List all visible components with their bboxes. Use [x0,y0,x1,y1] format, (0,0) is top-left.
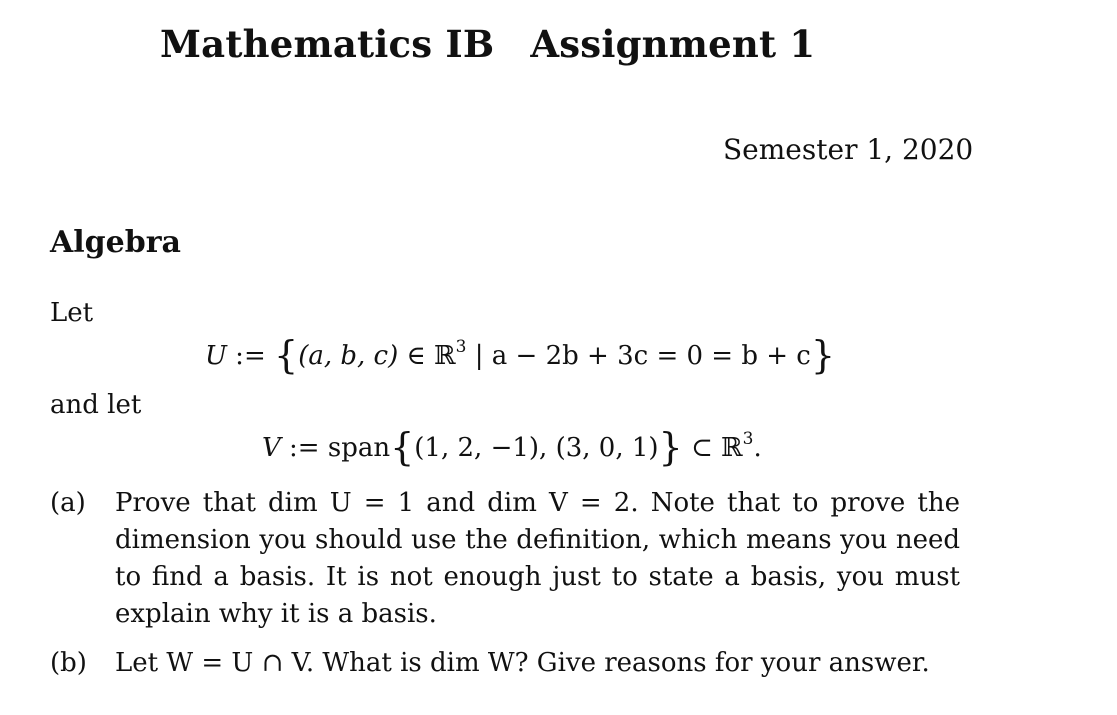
eq-v-end: . [753,433,762,463]
section-heading: Algebra [50,225,181,260]
eq-u-open-brace: { [274,333,299,377]
eq-v-subset: ⊂ ℝ [682,433,743,463]
eq-v-open-brace: { [390,425,415,469]
let-text: Let [50,298,94,328]
eq-u-condition: | a − 2b + 3c = 0 = b + c [466,341,811,371]
eq-u-assign: := [226,341,274,371]
problem-b-label: (b) [50,648,87,678]
eq-v-dim: 3 [742,429,754,449]
equation-u [205,333,835,377]
semester-label: Semester 1, 2020 [723,133,974,166]
problem-a-label: (a) [50,488,86,518]
eq-u-close-brace: } [810,333,836,377]
eq-u-element: (a, b, c) [298,341,399,371]
and-let-text: and let [50,390,142,420]
equation-v [262,425,762,469]
eq-v-close-brace: } [658,425,683,469]
course-name: Mathematics IB [160,22,495,66]
eq-v-lhs: V [262,433,281,463]
eq-v-assign: := span [280,433,391,463]
document-title [160,22,815,66]
eq-u-member: ∈ ℝ [398,341,456,371]
assignment-name: Assignment 1 [530,22,816,66]
eq-u-dim: 3 [455,337,467,357]
problem-a-text: Prove that dim U = 1 and dim V = 2. Note that to prove the dimension you should use the definition, which means you need to find a basis. It is not enough just to state a basis, you must explain why it is a basis. [115,488,960,629]
eq-u-lhs: U [205,341,227,371]
eq-v-vectors: (1, 2, −1), (3, 0, 1) [414,433,659,463]
problem-b-text: Let W = U ∩ V. What is dim W? Give reasons for your answer. [115,648,930,678]
